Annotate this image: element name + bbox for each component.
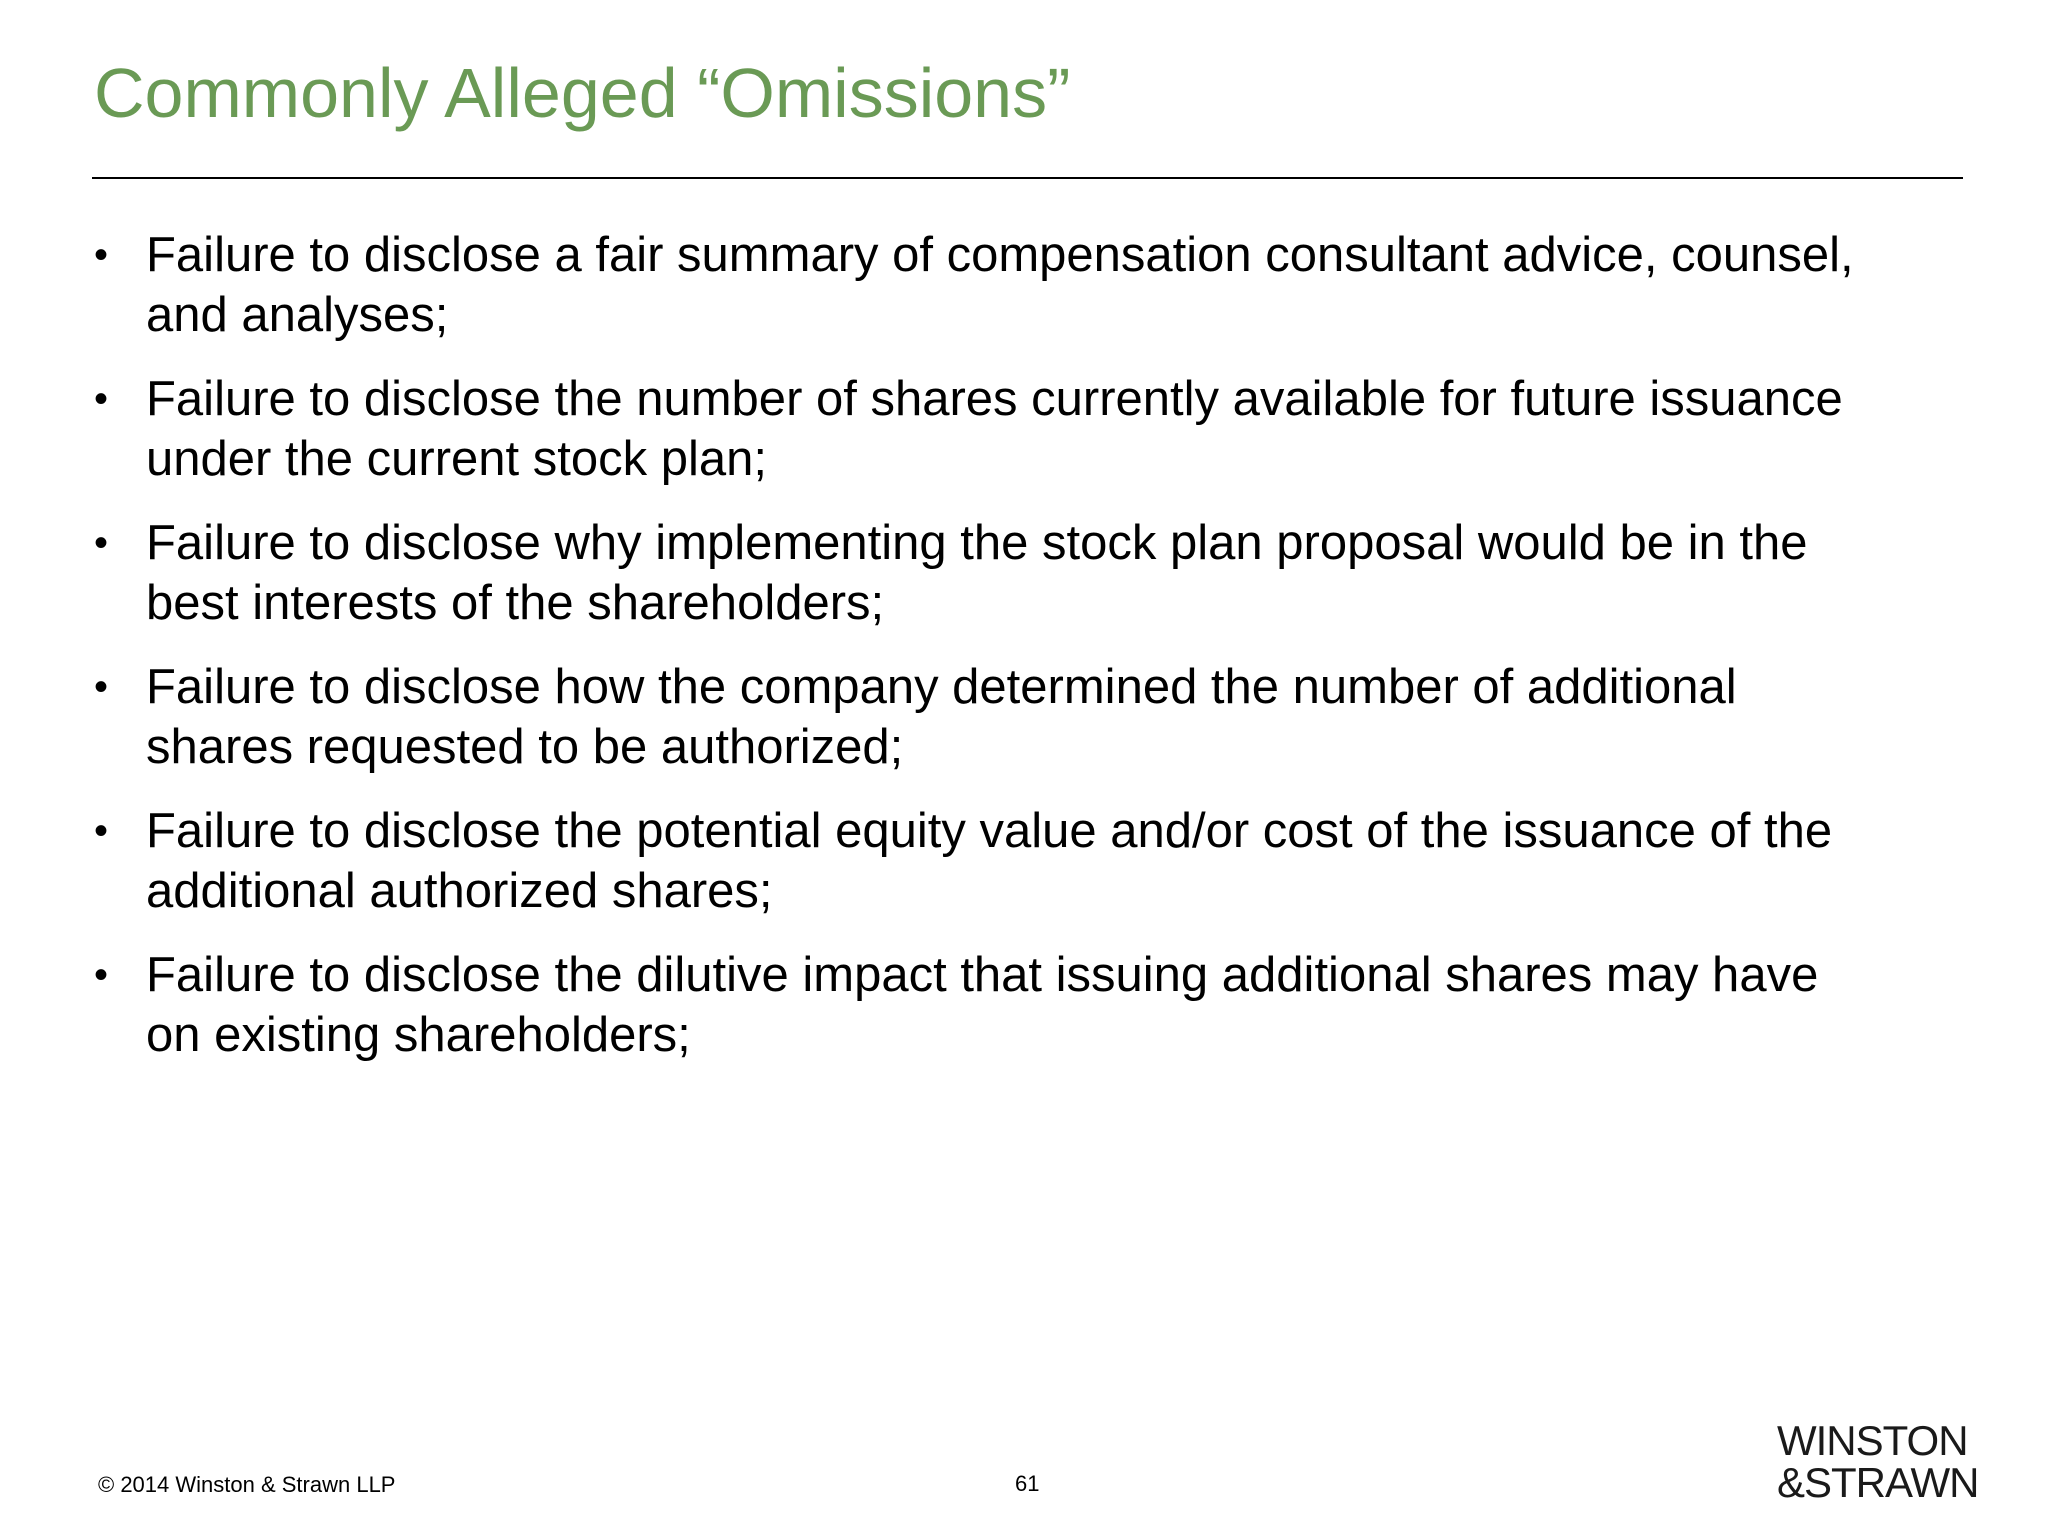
bullet-text-line: and analyses; <box>146 288 449 342</box>
bullet-text-line: shares requested to be authorized; <box>146 720 904 774</box>
slide-title: Commonly Alleged “Omissions” <box>94 54 1071 132</box>
bullet-text-line: additional authorized shares; <box>146 864 773 918</box>
page-number: 61 <box>1015 1471 1040 1496</box>
bullet-icon: • <box>94 377 109 421</box>
bullet-icon: • <box>94 953 109 997</box>
bullet-text-line: Failure to disclose the number of shares currently available for future issuance <box>146 372 1843 426</box>
bullet-icon: • <box>94 521 109 565</box>
bullet-text-line: under the current stock plan; <box>146 432 768 486</box>
bullet-text-line: Failure to disclose the potential equity value and/or cost of the issuance of the <box>146 804 1833 858</box>
logo-line-winston: WINSTON <box>1777 1417 1968 1464</box>
bullet-text-line: Failure to disclose a fair summary of compensation consultant advice, counsel, <box>146 228 1854 282</box>
bullet-icon: • <box>94 809 109 853</box>
bullet-item <box>92 945 1992 1065</box>
bullet-text-line: on existing shareholders; <box>146 1008 691 1062</box>
bullet-text-line: Failure to disclose why implementing the stock plan proposal would be in the <box>146 516 1808 570</box>
bullet-item <box>92 657 1992 777</box>
bullet-item <box>92 513 1992 633</box>
bullet-icon: • <box>94 233 109 277</box>
bullet-item <box>92 369 1992 489</box>
logo-line-strawn: &STRAWN <box>1777 1459 1979 1506</box>
bullet-list <box>92 225 1992 1089</box>
footer-copyright: © 2014 Winston & Strawn LLP <box>98 1472 396 1497</box>
bullet-text-line: best interests of the shareholders; <box>146 576 885 630</box>
title-divider <box>92 177 1963 179</box>
bullet-icon: • <box>94 665 109 709</box>
bullet-item <box>92 225 1992 345</box>
bullet-item <box>92 801 1992 921</box>
bullet-text-line: Failure to disclose how the company determined the number of additional <box>146 660 1737 714</box>
bullet-text-line: Failure to disclose the dilutive impact that issuing additional shares may have <box>146 948 1819 1002</box>
winston-strawn-logo <box>1777 1417 1979 1506</box>
